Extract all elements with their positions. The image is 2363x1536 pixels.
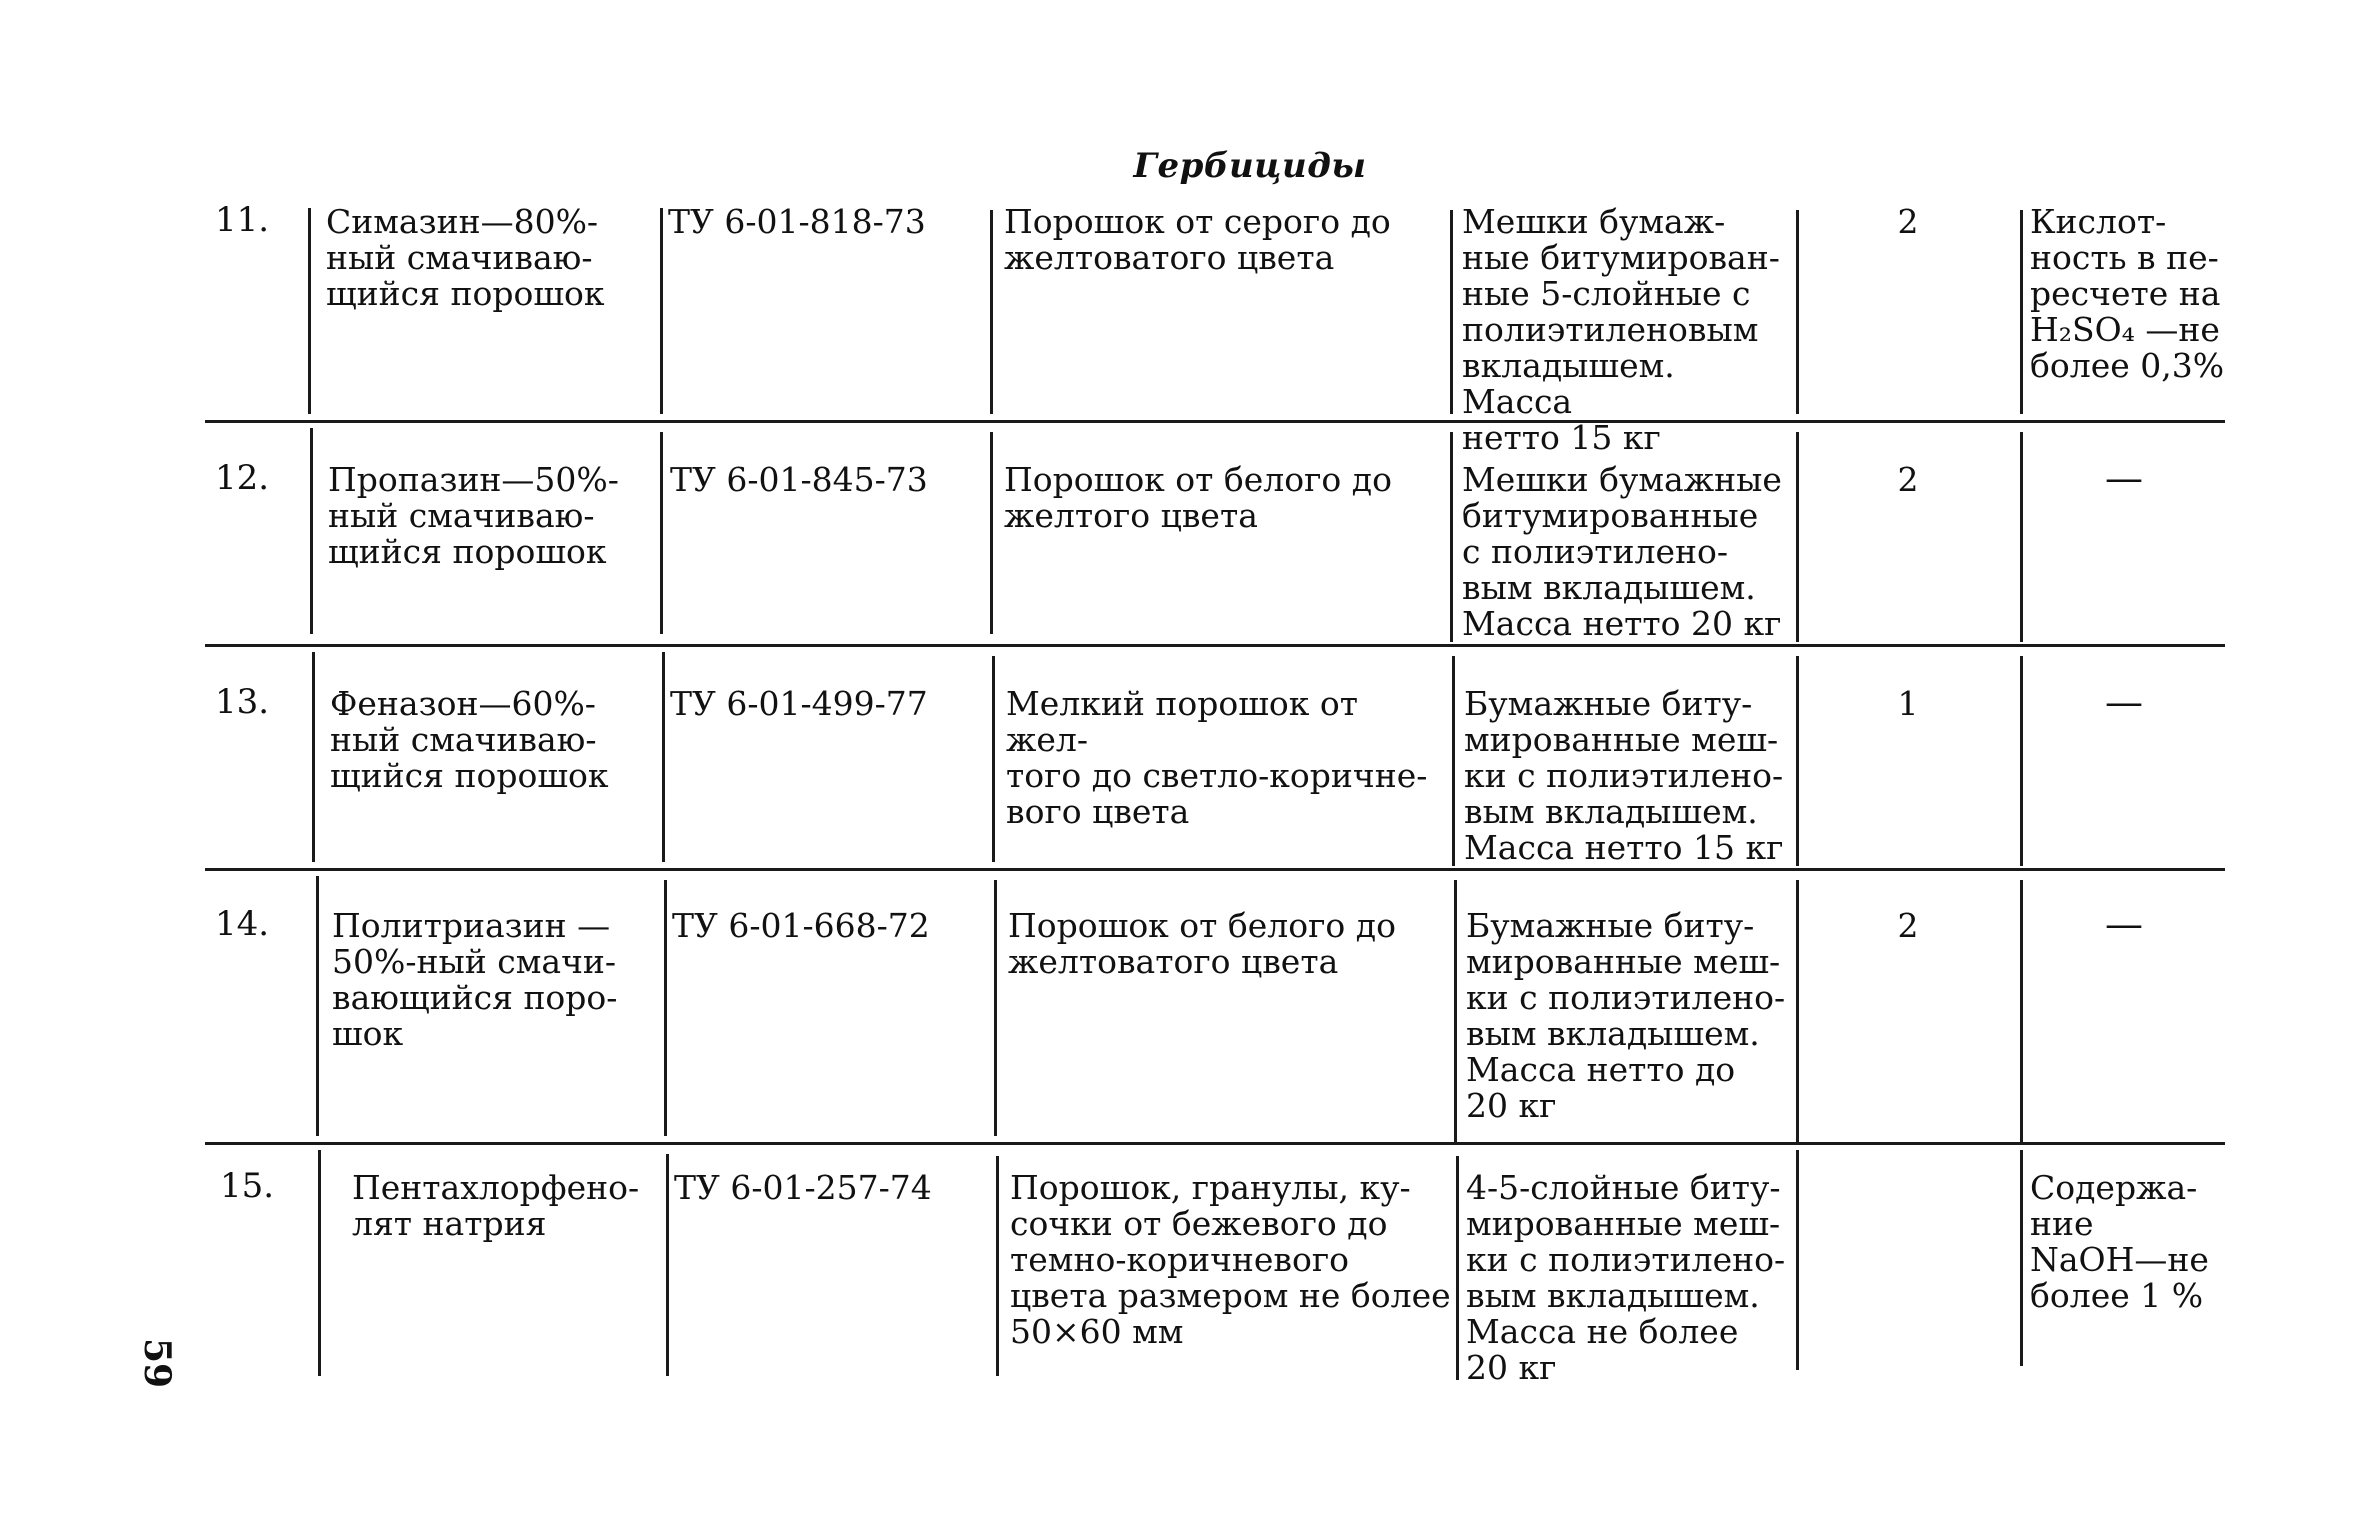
packaging-text: Мешки бумаж- ные битумирован- ные 5-слойные с полиэтиленовым вкладышем. Масса нетто 15 кг [1462, 202, 1780, 457]
column-rule [2020, 210, 2023, 414]
note-text: — [2105, 902, 2143, 946]
row-number: 15. [220, 1166, 275, 1206]
column-rule [316, 876, 319, 1136]
appearance-text: Мелкий порошок от жел- того до светло-коричне- вого цвета [1006, 684, 1428, 831]
product-name: Пропазин—50%- ный смачиваю- щийся порошок [328, 460, 619, 571]
packaging-text: Мешки бумажные битумированные с полиэтилено- вым вкладышем. Масса нетто 20 кг [1462, 460, 1782, 643]
column-rule [664, 880, 667, 1136]
page-number: 59 [136, 1337, 179, 1389]
section-title: Гербициды [1133, 146, 1367, 186]
column-rule [666, 1154, 669, 1376]
note-text: — [2105, 456, 2143, 500]
column-rule [2020, 1150, 2023, 1366]
row-number: 12. [215, 458, 270, 498]
row-divider [205, 420, 2225, 423]
row-divider [205, 644, 2225, 647]
column-rule [318, 1150, 321, 1376]
product-name: Пентахлорфено- лят натрия [352, 1168, 640, 1243]
spec-number: ТУ 6-01-499-77 [670, 684, 928, 723]
row-number: 14. [215, 904, 270, 944]
hazard-class: 2 [1897, 906, 1919, 945]
row-number: 11. [215, 200, 270, 240]
column-rule [1452, 656, 1455, 866]
row-divider [205, 868, 2225, 871]
column-rule [1454, 880, 1457, 1142]
column-rule [2020, 432, 2023, 642]
column-rule [992, 656, 995, 862]
column-rule [1796, 432, 1799, 642]
appearance-text: Порошок, гранулы, ку- сочки от бежевого до темно-коричневого цвета размером не более 50×60 мм [1010, 1168, 1451, 1351]
note-text: — [2105, 680, 2143, 724]
note-text: Содержа- ние NaOH—не более 1 % [2030, 1168, 2209, 1315]
spec-number: ТУ 6-01-257-74 [674, 1168, 932, 1207]
column-rule [990, 432, 993, 634]
column-rule [1796, 880, 1799, 1142]
packaging-text: Бумажные биту- мированные меш- ки с полиэтилено- вым вкладышем. Масса нетто 15 кг [1464, 684, 1784, 867]
spec-number: ТУ 6-01-845-73 [670, 460, 928, 499]
spec-number: ТУ 6-01-668-72 [672, 906, 930, 945]
spec-number: ТУ 6-01-818-73 [668, 202, 926, 241]
column-rule [1796, 1150, 1799, 1370]
row-number: 13. [215, 682, 270, 722]
row-divider [205, 1142, 2225, 1145]
appearance-text: Порошок от серого до желтоватого цвета [1004, 202, 1391, 277]
hazard-class: 2 [1897, 460, 1919, 499]
packaging-text: 4-5-слойные биту- мированные меш- ки с полиэтилено- вым вкладышем. Масса не более 20 кг [1466, 1168, 1786, 1387]
column-rule [990, 210, 993, 414]
product-name: Феназон—60%- ный смачиваю- щийся порошок [330, 684, 609, 795]
column-rule [660, 208, 663, 414]
column-rule [2020, 880, 2023, 1142]
column-rule [1796, 210, 1799, 414]
hazard-class: 2 [1897, 202, 1919, 241]
product-name: Политриазин — 50%-ный смачи- вающийся поро- шок [332, 906, 618, 1053]
appearance-text: Порошок от белого до желтоватого цвета [1008, 906, 1396, 981]
column-rule [662, 652, 665, 862]
hazard-class: 1 [1897, 684, 1919, 723]
column-rule [1796, 656, 1799, 866]
column-rule [312, 652, 315, 862]
column-rule [1450, 210, 1453, 414]
column-rule [1456, 1156, 1459, 1380]
column-rule [2020, 656, 2023, 866]
note-text: Кислот- ность в пе- ресчете на H₂SO₄ —не более 0,3% [2030, 202, 2225, 385]
column-rule [310, 428, 313, 634]
packaging-text: Бумажные биту- мированные меш- ки с полиэтилено- вым вкладышем. Масса нетто до 20 кг [1466, 906, 1786, 1125]
column-rule [308, 208, 311, 414]
column-rule [994, 880, 997, 1136]
column-rule [996, 1156, 999, 1376]
column-rule [660, 432, 663, 634]
column-rule [1450, 432, 1453, 642]
product-name: Симазин—80%- ный смачиваю- щийся порошок [326, 202, 605, 313]
appearance-text: Порошок от белого до желтого цвета [1004, 460, 1392, 535]
